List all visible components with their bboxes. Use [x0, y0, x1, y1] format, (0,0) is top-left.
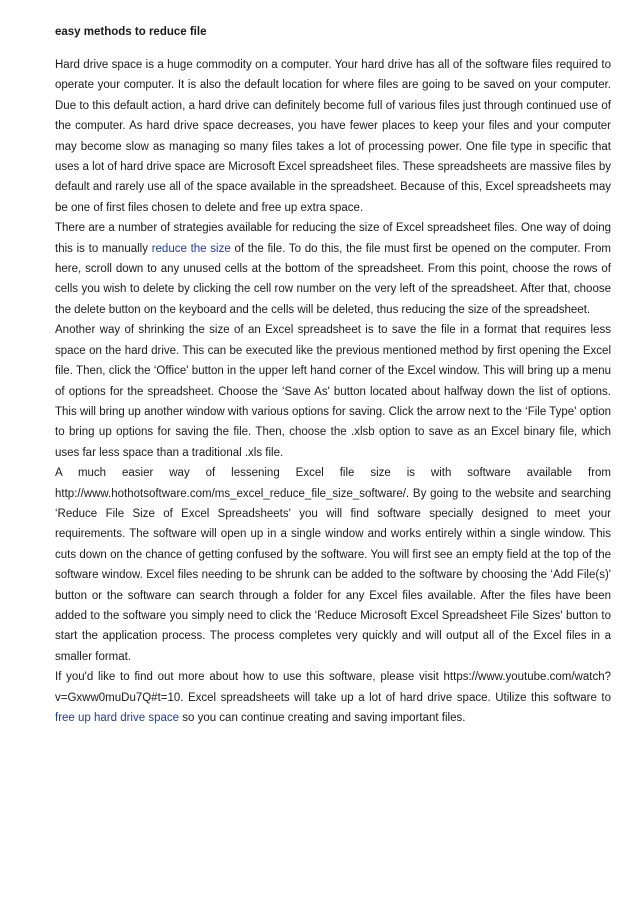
document-title: easy methods to reduce file — [55, 26, 207, 38]
paragraph-text: so you can continue creating and saving important files. — [179, 712, 466, 724]
document-page — [55, 22, 611, 728]
paragraph-intro: Hard drive space is a huge commodity on a computer. Your hard drive has all of the software files required to operate your computer. It is also the default location for where files are going to be saved on your computer. Due to this default action, a hard drive can definitely become full of various files just through continued use of the computer. As hard drive space decreases, you have fewer places to keep your files and your computer may become slow as managing so many files takes a lot of processing power. One file type in specific that uses a lot of hard drive space are Microsoft Excel spreadsheet files. These spreadsheets are massive files by default and rarely use all of the space available in the spreadsheet. Because of this, Excel spreadsheets may be one of first files chosen to delete and free up extra space. — [55, 59, 611, 214]
paragraph-text: of the file. To do this, the file must first be opened on the computer. From here, scroll down to any unused cells at the bottom of the spreadsheet. From this point, choose the rows of cells you wish to delete by clicking the cell row number on the very left of the spreadsheet. After that, choose the delete button on the keyboard and the cells will be deleted, thus reducing the size of the spreadsheet. — [55, 242, 611, 316]
paragraph-conclusion — [55, 667, 611, 728]
paragraph-save-format: Another way of shrinking the size of an Excel spreadsheet is to save the file in a format that requires less space on the hard drive. This can be executed like the previous mentioned method by first opening the Excel file. Then, click the ‘Office' button in the upper left hand corner of the Excel window. This will bring up a menu of options for the spreadsheet. Choose the ‘Save As' button located about halfway down the list of options. This will bring up another window with various options for saving. Click the arrow next to the ‘File Type' option to bring up options for saving the file. Then, choose the .xlsb option to save as an Excel binary file, which uses far less space than a traditional .xls file. — [55, 324, 611, 459]
paragraph-manual-method — [55, 218, 611, 320]
paragraph-text: If you'd like to find out more about how to use this software, please visit https://www.youtube.com/watch?v=Gxww0muDu7Q#t=10. Excel spreadsheets will take up a lot of hard drive space. Utilize this software to — [55, 671, 611, 704]
free-up-hard-drive-space-link[interactable]: free up hard drive space — [55, 712, 180, 724]
paragraph-text: There are a number of strategies available for reducing the size of Excel spreadsheet files. One way of doing this is to manually — [55, 222, 611, 255]
reduce-the-size-link[interactable]: reduce the size — [151, 242, 231, 255]
paragraph-software: A much easier way of lessening Excel file size is with software available from http://www.hothotsoftware.com/ms_excel_reduce_file_size_software/. By going to the website and searching ‘Reduce File Size of Excel Spreadsheets' you will find software specially designed to meet your requirements. The software will open up in a single window and works entirely within a single window. This cuts down on the chance of getting confused by the software. You will first see an empty field at the top of the software window. Excel files needing to be shrunk can be added to the software by choosing the ‘Add File(s)' button or the software can search through a folder for any Excel files available. After the files have been added to the software you simply need to click the ‘Reduce Microsoft Excel Spreadsheet File Sizes' button to start the application process. The process completes very quickly and will output all of the Excel files in a smaller format. — [55, 467, 611, 663]
